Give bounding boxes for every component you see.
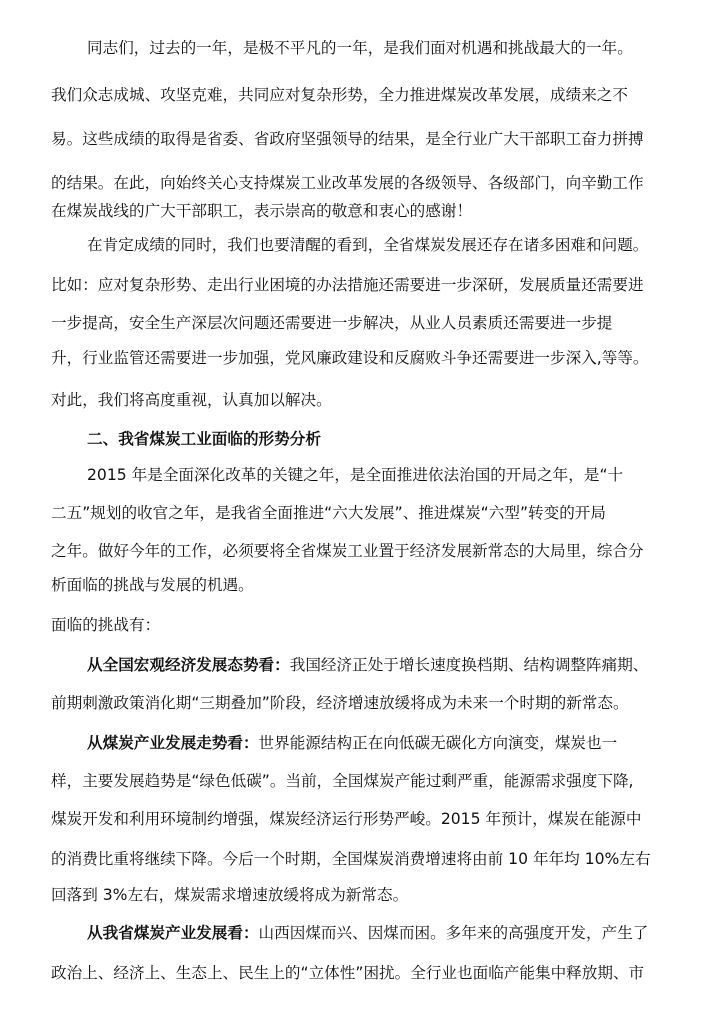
paragraph-3-line-1: 2015 年是全面深化改革的关键之年，是全面推进依法治国的开局之年，是“十 (87, 466, 624, 484)
paragraph-2-line-4: 升，行业监管还需要进一步加强，党风廉政建设和反腐败斗争还需要进一步深入,等等。 (51, 349, 649, 367)
paragraph-4-line-1 (87, 650, 648, 680)
paragraph-5-line-4: 的消费比重将继续下降。今后一个时期，全国煤炭消费增速将由前 10 年年均 10%左右 (51, 850, 651, 868)
section-heading: 二、我省煤炭工业面临的形势分析 (87, 430, 321, 448)
paragraph-3-line-4: 析面临的挑战与发展的机遇。 (51, 576, 254, 594)
paragraph-3-line-3: 之年。做好今年的工作，必须要将全省煤炭工业置于经济发展新常态的大局里，综合分 (51, 542, 644, 560)
paragraph-5-line-3: 煤炭开发和利用环境制约增强，煤炭经济运行形势严峻。2015 年预计，煤炭在能源中 (51, 810, 642, 828)
paragraph-1-line-4: 的结果。在此，向始终关心支持煤炭工业改革发展的各级领导、各级部门，向辛勤工作 (51, 174, 644, 192)
paragraph-5-text: 世界能源结构正在向低碳无碳化方向演变，煤炭也一 (258, 734, 618, 752)
paragraph-4-text: 我国经济正处于增长速度换档期、结构调整阵痛期、 (289, 656, 649, 674)
paragraph-5-line-1 (87, 728, 617, 758)
paragraph-5-line-2: 样，主要发展趋势是“绿色低碳”。当前，全国煤炭产能过剩严重，能源需求强度下降, (51, 772, 634, 790)
paragraph-6-line-1 (87, 918, 648, 948)
paragraph-1-line-5: 在煤炭战线的广大干部职工，表示崇高的敬意和衷心的感谢！ (51, 202, 473, 220)
paragraph-1-line-3: 易。这些成绩的取得是省委、省政府坚强领导的结果，是全行业广大干部职工奋力拼搏 (51, 130, 644, 148)
paragraph-5-line-5: 回落到 3%左右，煤炭需求增速放缓将成为新常态。 (51, 886, 409, 904)
paragraph-2-line-2: 比如：应对复杂形势、走出行业困境的办法措施还需要进一步深研，发展质量还需要进 (51, 276, 644, 294)
paragraph-6-lead: 从我省煤炭产业发展看： (87, 924, 259, 942)
paragraph-3-line-2: 二五”规划的收官之年，是我省全面推进“六大发展”、推进煤炭“六型”转变的开局 (51, 504, 606, 522)
paragraph-4-line-2: 前期刺激政策消化期“三期叠加”阶段，经济增速放缓将成为未来一个时期的新常态。 (51, 694, 629, 712)
paragraph-1-line-2: 我们众志成城、攻坚克难，共同应对复杂形势，全力推进煤炭改革发展，成绩来之不 (51, 86, 628, 104)
paragraph-2-line-1: 在肯定成绩的同时，我们也要清醒的看到，全省煤炭发展还存在诸多困难和问题。 (87, 236, 649, 254)
paragraph-2-line-3: 一步提高，安全生产深层次问题还需要进一步解决，从业人员素质还需要进一步提 (51, 314, 613, 332)
challenges-intro: 面临的挑战有： (51, 616, 161, 634)
paragraph-1-line-1: 同志们，过去的一年，是极不平凡的一年，是我们面对机遇和挑战最大的一年。 (87, 39, 633, 57)
paragraph-2-line-5: 对此，我们将高度重视，认真加以解决。 (51, 391, 332, 409)
paragraph-5-lead: 从煤炭产业发展走势看： (87, 734, 259, 752)
paragraph-6-line-2: 政治上、经济上、生态上、民生上的“立体性”困扰。全行业也面临产能集中释放期、市 (51, 964, 645, 982)
paragraph-4-lead: 从全国宏观经济发展态势看： (87, 656, 290, 674)
paragraph-6-text: 山西因煤而兴、因煤而困。多年来的高强度开发，产生了 (258, 924, 649, 942)
